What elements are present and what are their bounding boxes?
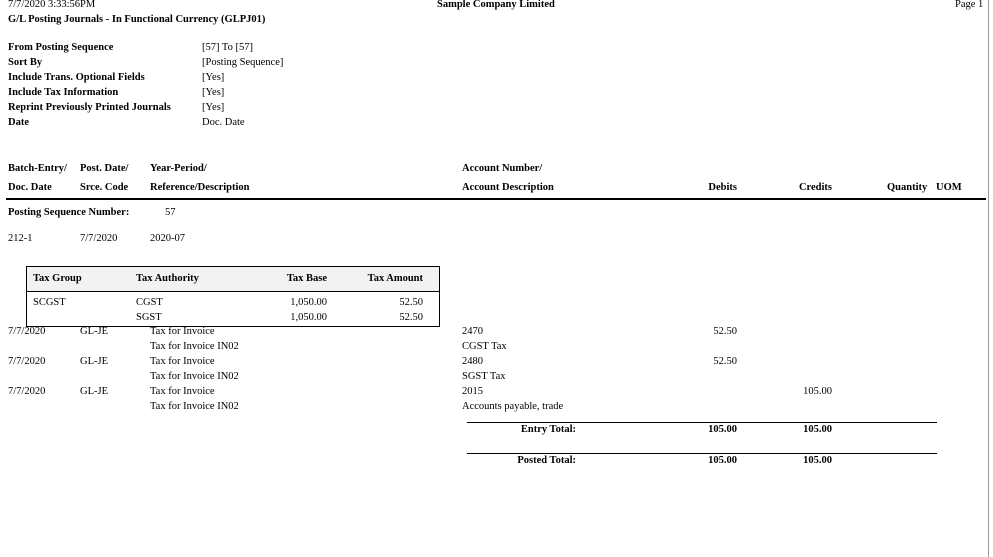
col-doc-date: Doc. Date bbox=[8, 182, 52, 193]
detail-account: 2470 bbox=[462, 326, 483, 337]
report-datetime: 7/7/2020 3:33:56PM bbox=[8, 0, 96, 10]
detail-date: 7/7/2020 bbox=[8, 356, 46, 367]
col-credits: Credits bbox=[798, 182, 832, 193]
report-title: G/L Posting Journals - In Functional Currency (GLPJ01) bbox=[8, 14, 266, 25]
tax-row-authority: SGST bbox=[136, 312, 162, 323]
col-batch-entry: Batch-Entry/ bbox=[8, 163, 67, 174]
tax-table bbox=[26, 266, 440, 327]
sequence-number: 57 bbox=[165, 207, 176, 218]
tax-header-authority: Tax Authority bbox=[136, 273, 199, 284]
entry-total-label: Entry Total: bbox=[520, 424, 576, 435]
param-label: Sort By bbox=[8, 57, 43, 68]
param-value: [Posting Sequence] bbox=[202, 57, 284, 68]
tax-header-base: Tax Base bbox=[286, 273, 327, 284]
tax-header-group: Tax Group bbox=[33, 273, 82, 284]
param-value: [Yes] bbox=[202, 102, 225, 113]
page-edge bbox=[988, 0, 989, 557]
entry-period: 2020-07 bbox=[150, 233, 185, 244]
tax-row-authority: CGST bbox=[136, 297, 163, 308]
posted-total-debit: 105.00 bbox=[708, 455, 737, 466]
entry-batch: 212-1 bbox=[8, 233, 33, 244]
detail-reference: Tax for Invoice bbox=[150, 326, 215, 337]
param-label: Include Trans. Optional Fields bbox=[8, 72, 145, 83]
detail-code: GL-JE bbox=[80, 326, 108, 337]
detail-account-description: CGST Tax bbox=[462, 341, 507, 352]
col-account-description: Account Description bbox=[462, 182, 554, 193]
tax-row-base: 1,050.00 bbox=[290, 297, 327, 308]
detail-credit: 105.00 bbox=[803, 386, 832, 397]
page-number: Page 1 bbox=[955, 0, 984, 10]
detail-account-description: SGST Tax bbox=[462, 371, 506, 382]
param-value: [57] To [57] bbox=[202, 42, 253, 53]
entry-total-debit: 105.00 bbox=[708, 424, 737, 435]
param-label: From Posting Sequence bbox=[8, 42, 114, 53]
param-label: Reprint Previously Printed Journals bbox=[8, 102, 171, 113]
entry-total-credit: 105.00 bbox=[803, 424, 832, 435]
col-uom: UOM bbox=[936, 182, 962, 193]
tax-row-base: 1,050.00 bbox=[290, 312, 327, 323]
entry-date: 7/7/2020 bbox=[80, 233, 118, 244]
tax-header-amount: Tax Amount bbox=[367, 273, 423, 284]
param-value: [Yes] bbox=[202, 87, 225, 98]
sequence-label: Posting Sequence Number: bbox=[8, 207, 130, 218]
company-name: Sample Company Limited bbox=[437, 0, 555, 10]
detail-description: Tax for Invoice IN02 bbox=[150, 341, 239, 352]
detail-date: 7/7/2020 bbox=[8, 326, 46, 337]
col-year-period: Year-Period/ bbox=[150, 163, 207, 174]
detail-code: GL-JE bbox=[80, 356, 108, 367]
detail-description: Tax for Invoice IN02 bbox=[150, 401, 239, 412]
col-reference: Reference/Description bbox=[150, 182, 250, 193]
param-value: Doc. Date bbox=[202, 117, 245, 128]
detail-account: 2015 bbox=[462, 386, 483, 397]
col-srce-code: Srce. Code bbox=[80, 182, 129, 193]
col-debits: Debits bbox=[708, 182, 737, 193]
detail-date: 7/7/2020 bbox=[8, 386, 46, 397]
posted-total-label: Posted Total: bbox=[517, 455, 576, 466]
detail-account-description: Accounts payable, trade bbox=[462, 401, 564, 412]
tax-row-amount: 52.50 bbox=[399, 297, 423, 308]
detail-debit: 52.50 bbox=[713, 356, 737, 367]
param-label: Date bbox=[8, 117, 29, 128]
detail-account: 2480 bbox=[462, 356, 483, 367]
col-account-number: Account Number/ bbox=[462, 163, 543, 174]
tax-row-amount: 52.50 bbox=[399, 312, 423, 323]
detail-debit: 52.50 bbox=[713, 326, 737, 337]
col-quantity: Quantity bbox=[887, 182, 928, 193]
param-value: [Yes] bbox=[202, 72, 225, 83]
detail-code: GL-JE bbox=[80, 386, 108, 397]
detail-description: Tax for Invoice IN02 bbox=[150, 371, 239, 382]
header-rule bbox=[6, 198, 986, 200]
posted-total-credit: 105.00 bbox=[803, 455, 832, 466]
param-label: Include Tax Information bbox=[8, 87, 119, 98]
col-post-date: Post. Date/ bbox=[80, 163, 129, 174]
detail-reference: Tax for Invoice bbox=[150, 386, 215, 397]
detail-reference: Tax for Invoice bbox=[150, 356, 215, 367]
tax-row-group: SCGST bbox=[33, 297, 66, 308]
